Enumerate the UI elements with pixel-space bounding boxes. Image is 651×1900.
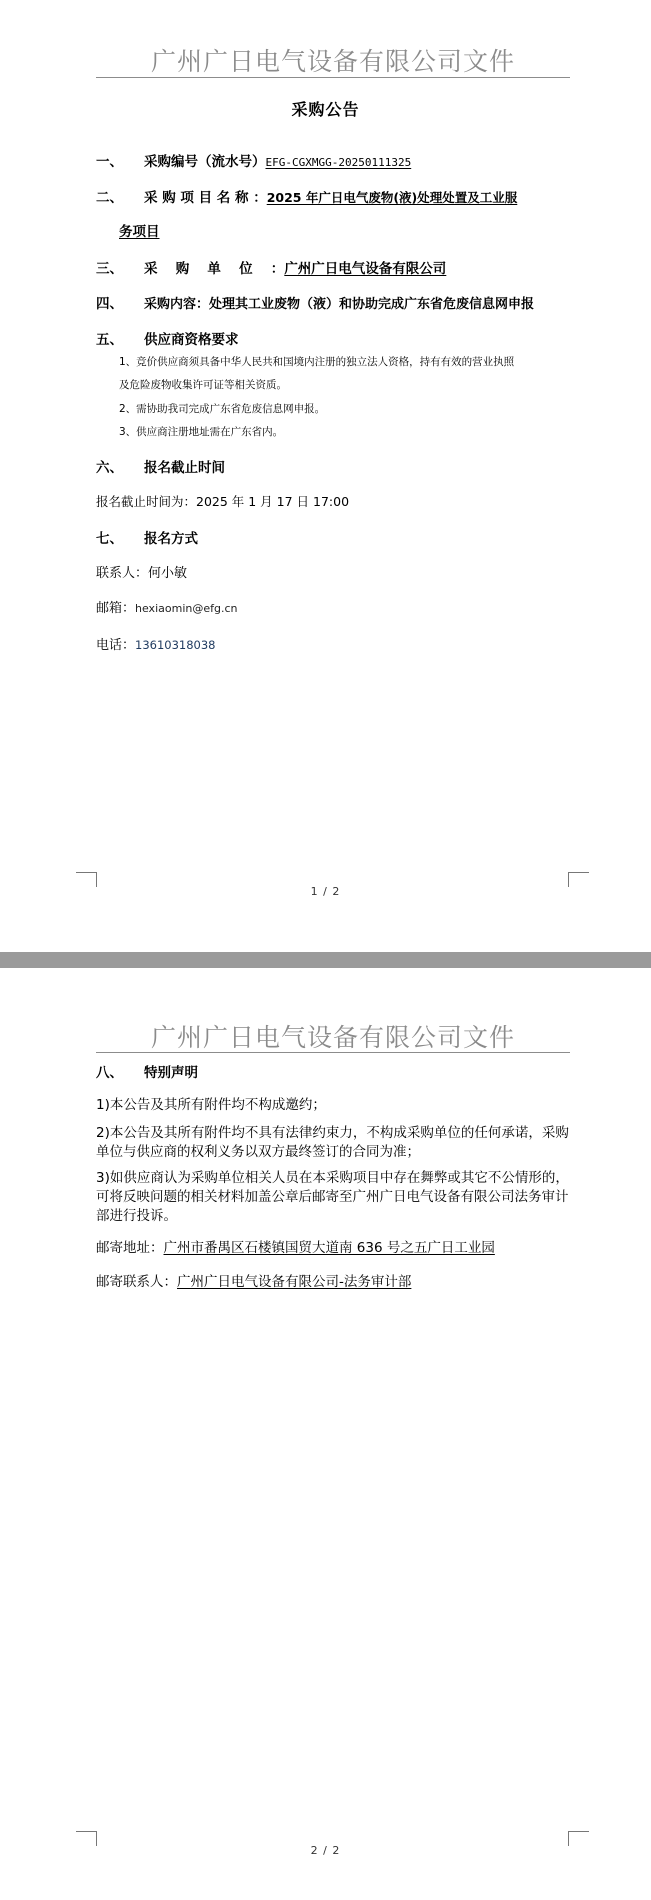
phone-label: 电话： xyxy=(96,638,136,653)
contact-label: 联系人： xyxy=(96,566,149,581)
section-6 xyxy=(96,456,225,476)
contact-person xyxy=(96,562,187,581)
email-label: 邮箱： xyxy=(96,601,136,616)
requirement-3: 3、供应商注册地址需在广东省内。 xyxy=(119,426,284,438)
page-title: 采购公告 xyxy=(291,100,360,119)
section-1 xyxy=(96,150,411,170)
declaration-1: 1)本公告及其所有附件均不构成邀约； xyxy=(96,1097,326,1113)
section-6-label: 报名截止时间 xyxy=(144,460,225,476)
requirement-1-line1: 1、竞价供应商须具备中华人民共和国境内注册的独立法人资格，持有有效的营业执照 xyxy=(119,356,515,368)
mailing-address-line xyxy=(96,1236,495,1256)
section-2-number: 二、 xyxy=(96,190,123,206)
requirement-2: 2、需协助我司完成广东省危废信息网申报。 xyxy=(119,403,326,415)
contact-name: 何小敏 xyxy=(148,566,188,581)
mailing-address-value: 广州市番禺区石楼镇国贸大道南 636 号之五广日工业园 xyxy=(163,1240,495,1256)
project-name-value-line2: 务项目 xyxy=(119,224,160,240)
mailing-address-label: 邮寄地址： xyxy=(96,1240,164,1256)
phone-line xyxy=(96,634,216,653)
section-8 xyxy=(96,1061,198,1081)
section-5 xyxy=(96,328,239,348)
section-5-number: 五、 xyxy=(96,332,123,348)
procurement-number-value: EFG-CGXMGG-20250111325 xyxy=(265,156,412,169)
phone-number: 13610318038 xyxy=(135,638,216,652)
email-address: hexiaomin@efg.cn xyxy=(135,602,238,615)
declaration-3: 3)如供应商认为采购单位相关人员在本采购项目中存在舞弊或其它不公情形的，可将反映问题的相关材料加盖公章后邮寄至广州广日电气设备有限公司法务审计部进行投诉。 xyxy=(96,1170,569,1224)
document-page-2 xyxy=(0,968,651,1900)
section-7 xyxy=(96,527,198,547)
section-8-label: 特别声明 xyxy=(144,1065,198,1081)
email-line xyxy=(96,597,237,616)
section-1-label: 采购编号（流水号） xyxy=(144,154,266,170)
project-name-value-line1: 2025 年广日电气废物(液)处理处置及工业服 xyxy=(266,190,518,205)
header-rule xyxy=(96,1052,570,1053)
mailing-contact-line xyxy=(96,1270,411,1290)
company-header-title: 广州广日电气设备有限公司文件 xyxy=(150,47,515,76)
deadline-text: 报名截止时间为：2025 年 1 月 17 日 17:00 xyxy=(96,494,350,509)
section-4 xyxy=(96,292,534,312)
section-3 xyxy=(96,257,446,277)
section-8-number: 八、 xyxy=(96,1065,123,1081)
header-rule xyxy=(96,77,570,78)
section-3-label: 采 购 单 位 ： xyxy=(144,261,285,277)
purchaser-value: 广州广日电气设备有限公司 xyxy=(284,261,447,277)
section-4-label: 采购内容：处理其工业废物（液）和协助完成广东省危废信息网申报 xyxy=(144,297,535,312)
section-4-number: 四、 xyxy=(96,296,123,312)
mailing-contact-label: 邮寄联系人： xyxy=(96,1274,177,1290)
mailing-contact-value: 广州广日电气设备有限公司-法务审计部 xyxy=(177,1274,412,1290)
page-separator xyxy=(0,952,651,968)
section-5-label: 供应商资格要求 xyxy=(144,332,239,348)
section-2-label: 采 购 项 目 名 称 ： xyxy=(144,190,267,206)
page-number: 2 / 2 xyxy=(310,1844,341,1857)
section-7-label: 报名方式 xyxy=(144,531,198,547)
section-1-number: 一、 xyxy=(96,154,123,170)
company-header-title: 广州广日电气设备有限公司文件 xyxy=(150,1023,515,1052)
section-6-number: 六、 xyxy=(96,460,123,476)
declaration-2: 2)本公告及其所有附件均不具有法律约束力，不构成采购单位的任何承诺，采购单位与供应商的权利义务以双方最终签订的合同为准； xyxy=(96,1125,569,1160)
page-number: 1 / 2 xyxy=(310,885,341,898)
section-3-number: 三、 xyxy=(96,261,123,277)
section-7-number: 七、 xyxy=(96,531,123,547)
section-2 xyxy=(96,186,517,206)
requirement-1-line2: 及危险废物收集许可证等相关资质。 xyxy=(119,379,287,391)
